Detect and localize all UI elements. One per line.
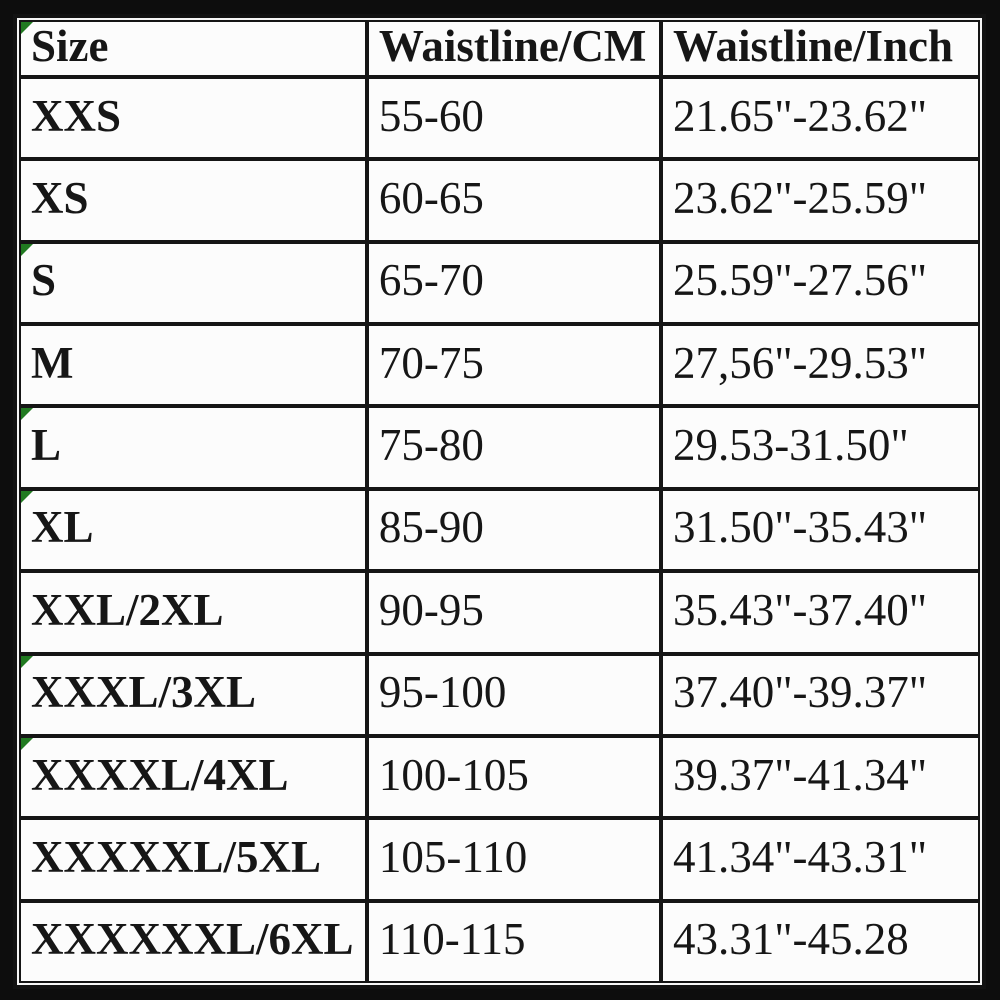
waistline-inch-cell xyxy=(661,818,980,900)
waistline-cm-cell-label: 110-115 xyxy=(378,914,526,965)
size-cell-label: XXXXXXL/6XL xyxy=(31,914,354,965)
waistline-cm-cell-label: 60-65 xyxy=(378,173,484,224)
waistline-inch-cell xyxy=(661,654,980,736)
size-chart-table xyxy=(19,20,980,983)
header-label-waistline-cm: Waistline/CM xyxy=(378,21,647,71)
size-cell xyxy=(19,324,367,406)
header-cell-waistline-cm xyxy=(367,20,661,77)
waistline-inch-cell xyxy=(661,901,980,983)
waistline-inch-cell-label: 23.62"-25.59" xyxy=(672,173,928,224)
waistline-cm-cell xyxy=(367,324,661,406)
waistline-cm-cell-label: 90-95 xyxy=(378,584,484,635)
size-cell-label: XXL/2XL xyxy=(31,584,224,635)
header-cell-waistline-inch xyxy=(661,20,980,77)
size-cell xyxy=(19,242,367,324)
green-corner-marker-icon xyxy=(21,656,33,668)
green-corner-marker-icon xyxy=(21,408,33,420)
size-cell-label: S xyxy=(31,255,57,306)
green-corner-marker-icon xyxy=(21,244,33,256)
size-cell xyxy=(19,406,367,488)
size-cell-label: XXXXL/4XL xyxy=(31,749,289,800)
table-body xyxy=(19,77,980,983)
waistline-inch-cell-label: 27,56"-29.53" xyxy=(672,337,928,388)
table-row xyxy=(19,901,980,983)
table-row xyxy=(19,324,980,406)
waistline-cm-cell xyxy=(367,489,661,571)
size-cell xyxy=(19,571,367,653)
table-row xyxy=(19,736,980,818)
table-row xyxy=(19,77,980,159)
waistline-inch-cell xyxy=(661,406,980,488)
waistline-cm-cell xyxy=(367,736,661,818)
size-cell xyxy=(19,736,367,818)
size-chart-frame xyxy=(13,14,986,989)
waistline-inch-cell-label: 41.34"-43.31" xyxy=(672,831,928,882)
table-row xyxy=(19,818,980,900)
waistline-cm-cell-label: 70-75 xyxy=(378,337,484,388)
waistline-inch-cell-label: 43.31"-45.28 xyxy=(672,914,909,965)
size-cell xyxy=(19,77,367,159)
size-cell-label: XL xyxy=(31,502,94,553)
waistline-cm-cell xyxy=(367,406,661,488)
table-row xyxy=(19,242,980,324)
waistline-cm-cell xyxy=(367,571,661,653)
size-cell-label: XXXXXL/5XL xyxy=(31,831,322,882)
table-row xyxy=(19,571,980,653)
waistline-inch-cell-label: 35.43"-37.40" xyxy=(672,584,928,635)
waistline-cm-cell-label: 100-105 xyxy=(378,749,529,800)
table-row xyxy=(19,489,980,571)
waistline-inch-cell-label: 37.40"-39.37" xyxy=(672,667,928,718)
waistline-inch-cell xyxy=(661,489,980,571)
waistline-inch-cell-label: 25.59"-27.56" xyxy=(672,255,928,306)
waistline-inch-cell xyxy=(661,571,980,653)
waistline-inch-cell-label: 29.53-31.50" xyxy=(672,420,909,471)
size-cell-label: XS xyxy=(31,173,89,224)
size-cell xyxy=(19,818,367,900)
waistline-cm-cell xyxy=(367,654,661,736)
header-label-size: Size xyxy=(31,21,109,71)
size-cell-label: L xyxy=(31,420,62,471)
waistline-inch-cell-label: 31.50"-35.43" xyxy=(672,502,928,553)
size-cell-label: XXS xyxy=(31,90,122,141)
waistline-inch-cell xyxy=(661,324,980,406)
waistline-inch-cell xyxy=(661,77,980,159)
size-cell xyxy=(19,489,367,571)
waistline-inch-cell xyxy=(661,736,980,818)
size-cell xyxy=(19,901,367,983)
waistline-inch-cell xyxy=(661,159,980,241)
waistline-cm-cell-label: 75-80 xyxy=(378,420,484,471)
size-cell-label: M xyxy=(31,337,74,388)
header-cell-size xyxy=(19,20,367,77)
waistline-cm-cell-label: 55-60 xyxy=(378,90,484,141)
waistline-cm-cell xyxy=(367,77,661,159)
green-corner-marker-icon xyxy=(21,22,33,34)
waistline-cm-cell xyxy=(367,818,661,900)
table-row xyxy=(19,406,980,488)
waistline-inch-cell xyxy=(661,242,980,324)
size-cell xyxy=(19,654,367,736)
size-cell xyxy=(19,159,367,241)
header-label-waistline-inch: Waistline/Inch xyxy=(672,21,954,71)
size-cell-label: XXXL/3XL xyxy=(31,667,257,718)
waistline-cm-cell-label: 105-110 xyxy=(378,831,528,882)
waistline-cm-cell-label: 85-90 xyxy=(378,502,484,553)
waistline-cm-cell xyxy=(367,242,661,324)
waistline-cm-cell xyxy=(367,901,661,983)
waistline-cm-cell-label: 95-100 xyxy=(378,667,507,718)
header-row xyxy=(19,20,980,77)
table-row xyxy=(19,159,980,241)
table-row xyxy=(19,654,980,736)
waistline-inch-cell-label: 39.37"-41.34" xyxy=(672,749,928,800)
green-corner-marker-icon xyxy=(21,491,33,503)
waistline-cm-cell xyxy=(367,159,661,241)
waistline-cm-cell-label: 65-70 xyxy=(378,255,484,306)
green-corner-marker-icon xyxy=(21,738,33,750)
waistline-inch-cell-label: 21.65"-23.62" xyxy=(672,90,928,141)
